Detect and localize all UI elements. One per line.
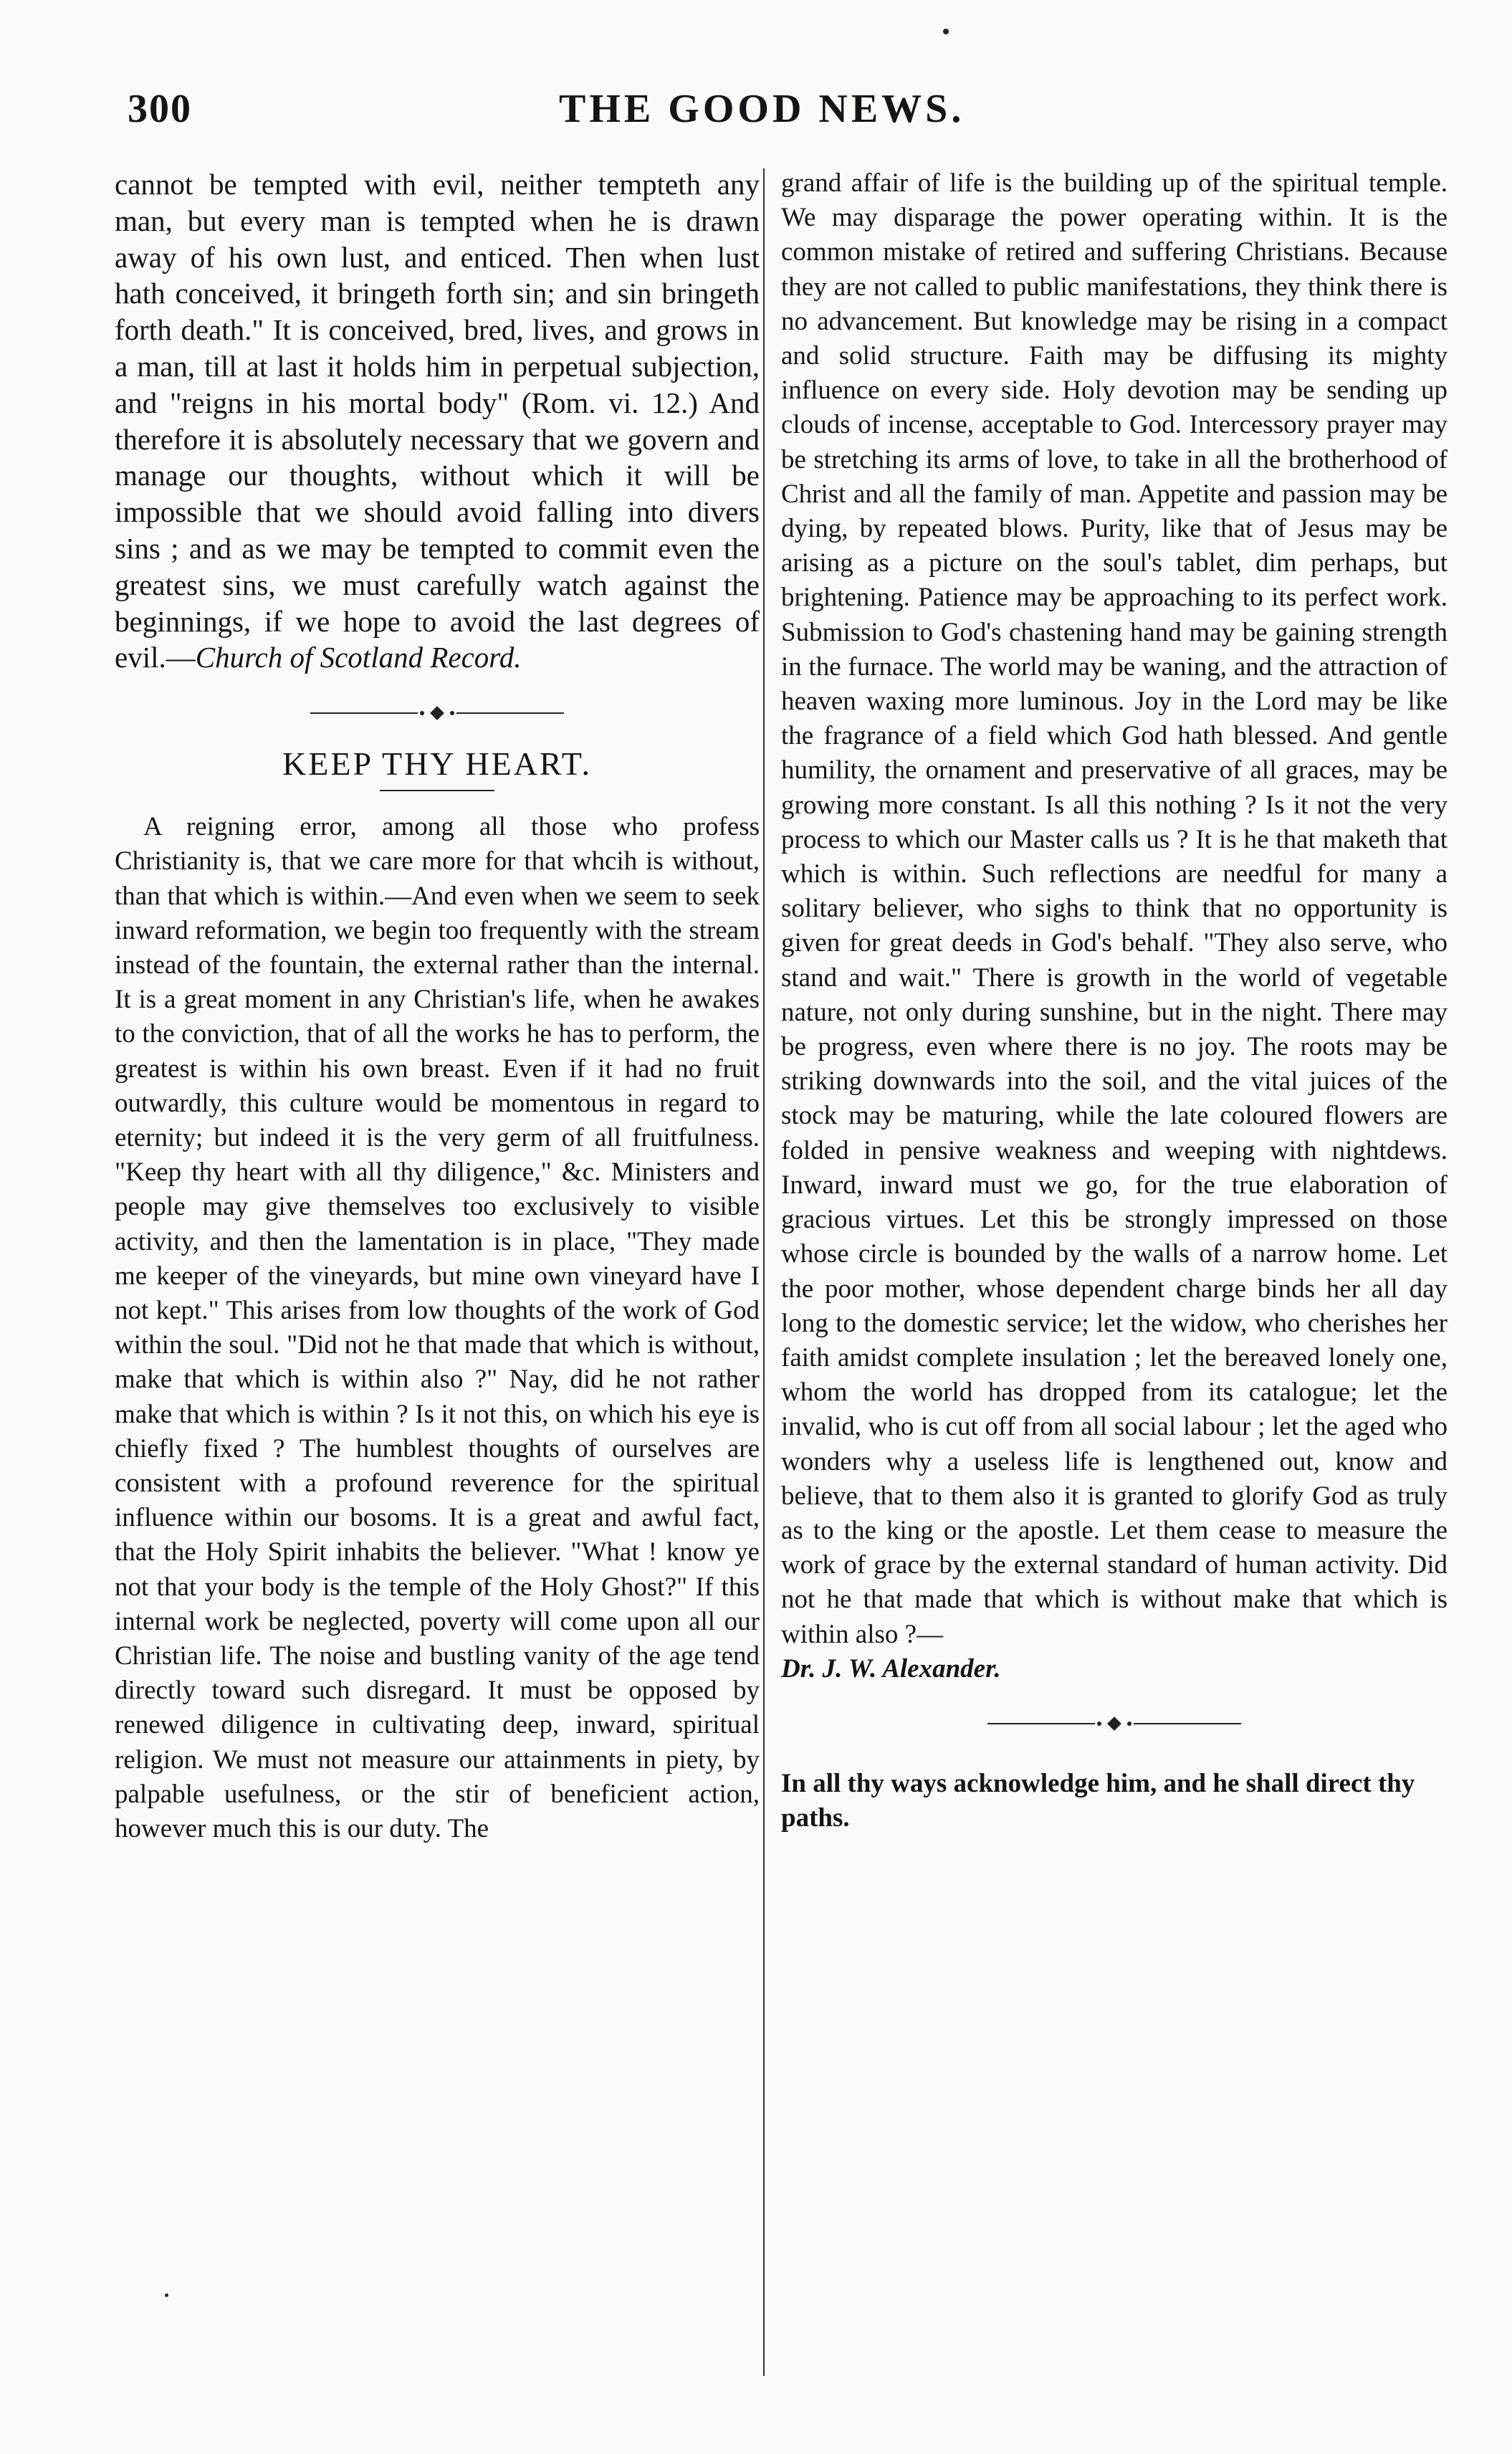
section-ornament (115, 699, 760, 727)
continued-paragraph-text: grand affair of life is the building up of the spiritual temple. We may disparage the power operating within. It is the common mistake of retired and suffering Christians. Because they are not called to public manifestations, they think there is no advancement. But knowledge may be rising in a compact and solid structure. Faith may be diffusing its mighty influence on every side. Holy devotion may be sending up clouds of incense, acceptable to God. Intercessory prayer may be stretching its arms of love, to take in all the brotherhood of Christ and all the family of man. Appetite and passion may be dying, by repeated blows. Purity, like that of Jesus may be arising as a picture on the soul's tablet, dim perhaps, but brightening. Patience may be approaching to its perfect work. Submission to God's chastening hand may be gaining strength in the furnace. The world may be waning, and the attraction of heaven waxing more luminous. Joy in the Lord may be like the fragrance of a field which God hath blessed. And gentle humility, the ornament and preservative of all graces, may be growing more constant. Is all this nothing ? Is it not the very process to which our Master calls us ? It is he that maketh that which is within. Such reflections are needful for many a solitary believer, who sighs to think that no opportunity is given for great deeds in God's behalf. "They also serve, who stand and wait." There is growth in the world of vegetable nature, not only during sunshine, but in the night. There may be progress, even where there is no joy. The roots may be striking downwards into the soil, and the vital juices of the stock may be maturing, while the late coloured flowers are folded in pensive weakness and weeping with nightdews. Inward, inward must we go, for the true elaboration of gracious virtues. Let this be strongly impressed on those whose circle is bounded by the walls of a narrow home. Let the poor mother, whose dependent charge binds her all day long to the domestic service; let the widow, who cherishes her faith amidst complete insulation ; let the bereaved lonely one, whom the world has dropped from its catalogue; let the invalid, who is cut off from all social labour ; let the aged who wonders why a useless life is lengthened out, know and believe, that to them also it is granted to glorify God as truly as to the king or the apostle. Let them cease to measure the work of grace by the external standard of human activity. Did not he that made that which is without make that which is within also ?— (781, 168, 1448, 1649)
left-column (115, 166, 760, 1846)
article-paragraph: A reigning error, among all those who profess Christianity is, that we care more for that whcih is without, than that which is within.—And even when we seem to seek inward reformation, we begin too frequently with the stream instead of the fountain, the external rather than the internal. It is a great moment in any Christian's life, when he awakes to the conviction, that of all the works he has to perform, the greatest is within his own breast. Even if it had no fruit outwardly, this culture would be momentous in regard to eternity; but indeed it is the very germ of all fruitfulness. "Keep thy heart with all thy diligence," &c. Ministers and people may give themselves too exclusively to visible activity, and then the lamentation is in place, "They made me keeper of the vineyards, but mine own vineyard have I not kept." This arises from low thoughts of the work of God within the soul. "Did not he that made that which is without, make that which is within also ?" Nay, did he not rather make that which is within ? Is it not this, on which his eye is chiefly fixed ? The humblest thoughts of ourselves are consistent with a profound reverence for the spiritual influence within our bosoms. It is a great and awful fact, that the Holy Spirit inhabits the believer. "What ! know ye not that your body is the temple of the Holy Ghost?" If this internal work be neglected, poverty will come upon all our Christian life. The noise and bustling vanity of the age tend directly toward such disregard. It must be opposed by renewed diligence in cultivating deep, inward, spiritual religion. We must not measure our attainments in piety, by palpable usefulness, or the stir of beneficient action, however much this is our duty. The (115, 812, 760, 1844)
column-divider (763, 168, 765, 2376)
title-underline (380, 790, 494, 791)
print-speck (943, 29, 949, 34)
page-number: 300 (128, 87, 192, 131)
page-header (0, 86, 1512, 151)
scripture-verse: In all thy ways acknowledge him, and he shall direct thy paths. (781, 1768, 1415, 1833)
print-speck (165, 2293, 168, 2297)
opening-paragraph-text: cannot be tempted with evil, neither tempteth any man, but every man is tempted when he is drawn away of his own lust, and enticed. Then when lust hath conceived, it bringeth forth sin; and sin bringeth forth death." It is conceived, bred, lives, and grows in a man, till at last it holds him in perpetual subjection, and "reigns in his mortal body" (Rom. vi. 12.) And therefore it is absolutely necessary that we govern and manage our thoughts, without which it will be impossible that we should avoid falling into divers sins ; and as we may be tempted to commit even the greatest sins, we must carefully watch against the beginnings, if we hope to avoid the last degrees of evil.— (115, 168, 760, 674)
right-column (781, 166, 1448, 1835)
author-signature: Dr. J. W. Alexander. (781, 1653, 1001, 1684)
opening-paragraph (115, 166, 760, 676)
running-title: THE GOOD NEWS. (559, 87, 965, 131)
closing-ornament (781, 1709, 1448, 1738)
section-title: KEEP THY HEART. (282, 745, 592, 783)
opening-source: Church of Scotland Record. (195, 641, 522, 674)
continued-paragraph (781, 166, 1448, 1686)
